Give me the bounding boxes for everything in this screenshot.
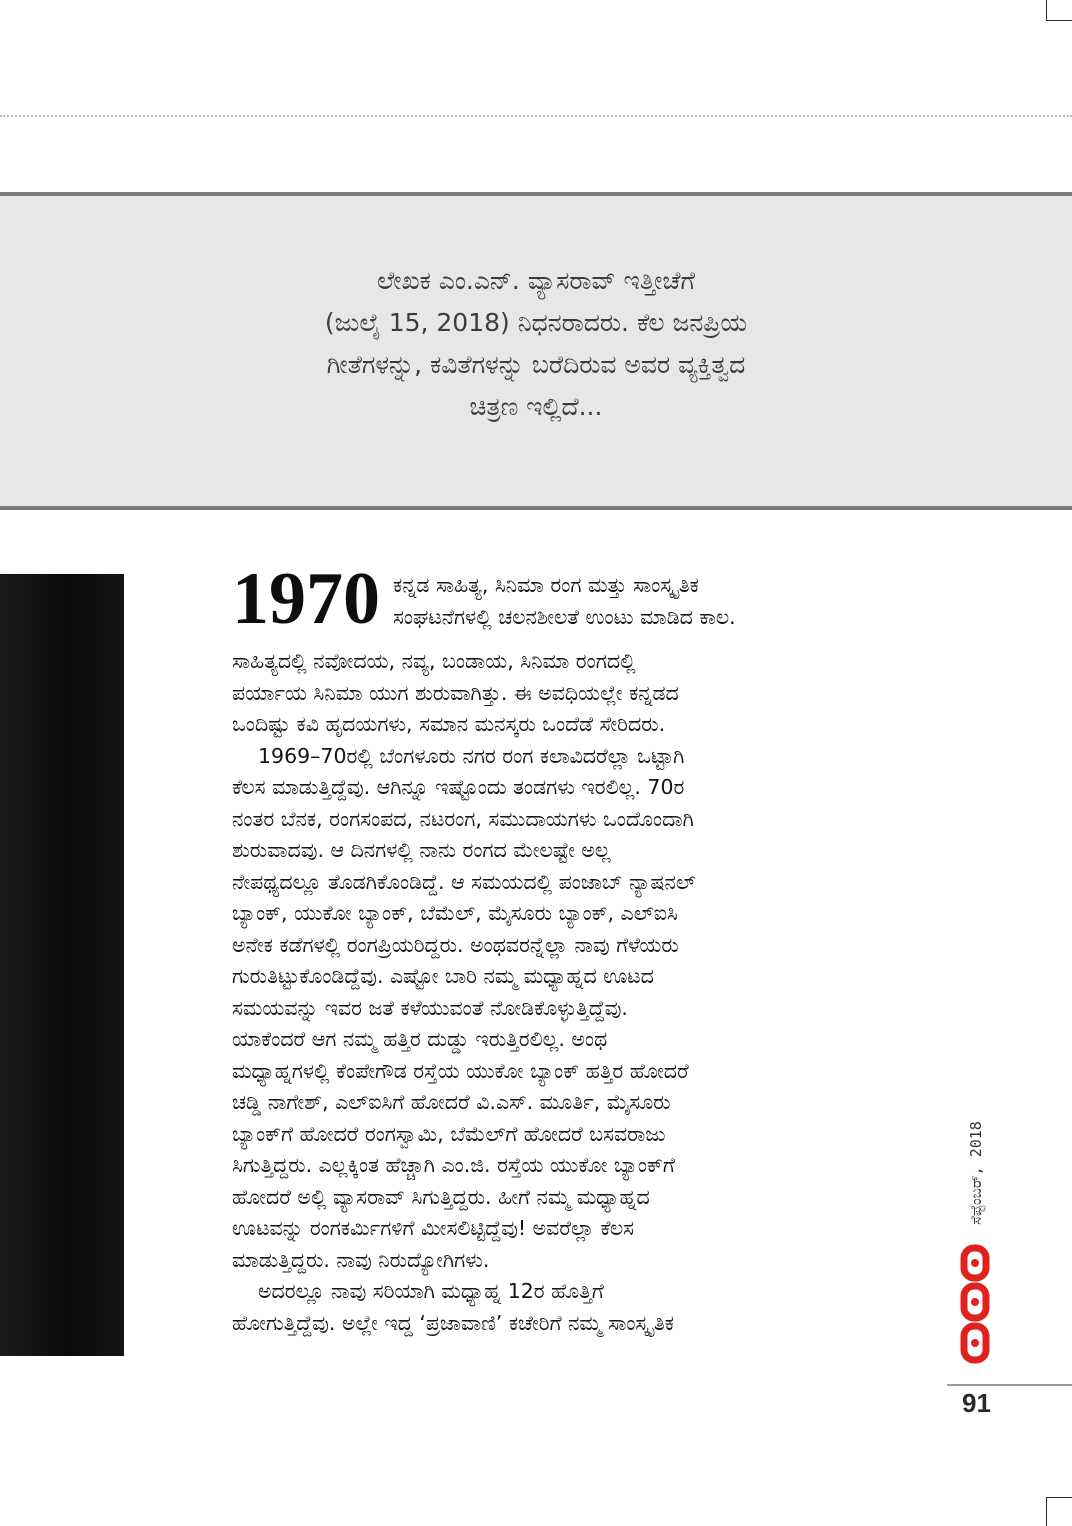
page-number-rule [947,1384,1072,1386]
article-line: ಯಾಕೆಂದರೆ ಆಗ ನಮ್ಮ ಹತ್ತಿರ ದುಡ್ಡು ಇರುತ್ತಿರಲಿಲ್ಲ. ಅಂಥ [232,1027,608,1051]
article-line: ಬ್ಯಾಂಕ್‌ಗೆ ಹೋದರೆ ರಂಗಸ್ವಾಮಿ, ಬೆಮೆಲ್‌ಗೆ ಹೋದರೆ ಬಸವರಾಜು [232,1121,666,1146]
article-line: ಮಧ್ಯಾಹ್ನಗಳಲ್ಲಿ ಕೆಂಪೇಗೌಡ ರಸ್ತೆಯ ಯುಕೋ ಬ್ಯಾಂಕ್ ಹತ್ತಿರ ಹೋದರೆ [232,1058,689,1083]
paragraph-3 [232,1276,852,1339]
intro-line: ಲೇಖಕ ಎಂ.ಎನ್. ವ್ಯಾಸರಾವ್ ಇತ್ತೀಚೆಗೆ [377,266,695,295]
intro-text [150,260,922,428]
paragraph-1 [232,646,852,741]
intro-line: ಚಿತ್ರಣ ಇಲ್ಲಿದೆ... [469,392,603,421]
article-line: ಸಂಘಟನೆಗಳಲ್ಲಿ ಚಲನಶೀಲತೆ ಉಂಟು ಮಾಡಿದ ಕಾಲ. [393,605,736,629]
article-line: ಶುರುವಾದವು. ಆ ದಿನಗಳಲ್ಲಿ ನಾನು ರಂಗದ ಮೇಲಷ್ಟೇ ಅಲ್ಲ [232,838,611,862]
dropcap-year: 1970 [232,558,380,640]
intro-line: ಗೀತೆಗಳನ್ನು, ಕವಿತೆಗಳನ್ನು ಬರೆದಿರುವ ಅವರ ವ್ಯಕ್ತಿತ್ವದ [326,350,746,379]
crop-mark-top [1046,0,1072,21]
issue-date [962,1110,990,1235]
article-line: ಕೆಲಸ ಮಾಡುತ್ತಿದ್ದೆವು. ಆಗಿನ್ನೂ ಇಷ್ಟೊಂದು ತಂಡಗಳು ಇರಲಿಲ್ಲ. 70ರ [232,775,685,799]
paragraph-2 [232,741,852,1277]
intro-line: (ಜುಲೈ 15, 2018) ನಿಧನರಾದರು. ಕೆಲ ಜನಪ್ರಿಯ [324,308,748,337]
article-line: ಬ್ಯಾಂಕ್, ಯುಕೋ ಬ್ಯಾಂಕ್, ಬೆಮೆಲ್, ಮೈಸೂರು ಬ್ಯಾಂಕ್, ಎಲ್‌ಐಸಿ [232,901,678,925]
magazine-logo-mark [964,1248,986,1360]
article-line: ಗುರುತಿಟ್ಟುಕೊಂಡಿದ್ದೆವು. ಎಷ್ಟೋ ಬಾರಿ ನಮ್ಮ ಮಧ್ಯಾಹ್ನದ ಊಟದ [232,964,654,988]
article-line: ಸಮಯವನ್ನು ಇವರ ಜತೆ ಕಳೆಯುವಂತೆ ನೋಡಿಕೊಳ್ಳುತ್ತಿದ್ದೆವು. [232,995,628,1020]
article-line: ನಂತರ ಬೆನಕ, ರಂಗಸಂಪದ, ನಟರಂಗ, ಸಮುದಾಯಗಳು ಒಂದೊಂದಾಗಿ [232,806,694,831]
article-line: ಪರ್ಯಾಯ ಸಿನಿಮಾ ಯುಗ ಶುರುವಾಗಿತ್ತು. ಈ ಅವಧಿಯಲ್ಲೇ ಕನ್ನಡದ [232,680,679,705]
article-line: ಊಟವನ್ನು ರಂಗಕರ್ಮಿಗಳಿಗೆ ಮೀಸಲಿಟ್ಟಿದ್ದೆವು! ಅವರೆಲ್ಲಾ ಕೆಲಸ [232,1216,635,1240]
article-line: ಮಾಡುತ್ತಿದ್ದರು. ನಾವು ನಿರುದ್ಯೋಗಿಗಳು. [232,1247,490,1272]
article-line: ಚಡ್ಡಿ ನಾಗೇಶ್, ಎಲ್‌ಐಸಿಗೆ ಹೋದರೆ ವಿ.ಎಸ್. ಮೂರ್ತಿ, ಮೈಸೂರು [232,1090,671,1114]
article-line: ಒಂದಿಷ್ಟು ಕವಿ ಹೃದಯಗಳು, ಸಮಾನ ಮನಸ್ಕರು ಒಂದೆಡೆ ಸೇರಿದರು. [232,712,666,736]
black-photo-strip [0,574,124,1356]
page-number: 91 [962,1388,991,1418]
article-line: ಸಿಗುತ್ತಿದ್ದರು. ಎಲ್ಲಕ್ಕಿಂತ ಹೆಚ್ಚಾಗಿ ಎಂ.ಜಿ. ರಸ್ತೆಯ ಯುಕೋ ಬ್ಯಾಂಕ್‌ಗೆ [232,1153,675,1177]
dotted-separator [0,115,1072,117]
crop-mark-bottom [1046,1497,1072,1526]
article-line: ಅನೇಕ ಕಡೆಗಳಲ್ಲಿ ರಂಗಪ್ರಿಯರಿದ್ದರು. ಅಂಥವರನ್ನೆಲ್ಲಾ ನಾವು ಗೆಳೆಯರು [232,932,679,957]
article-line: ನೇಪಥ್ಯದಲ್ಲೂ ತೊಡಗಿಕೊಂಡಿದ್ದೆ. ಆ ಸಮಯದಲ್ಲಿ ಪಂಜಾಬ್ ನ್ಯಾಷನಲ್ [232,869,696,894]
intro-box [0,192,1072,510]
magazine-logo [955,1242,995,1370]
article-line: ಹೋದರೆ ಅಲ್ಲಿ ವ್ಯಾಸರಾವ್ ಸಿಗುತ್ತಿದ್ದರು. ಹೀಗೆ ನಮ್ಮ ಮಧ್ಯಾಹ್ನದ [232,1184,650,1209]
article-line: 1969–70ರಲ್ಲಿ ಬೆಂಗಳೂರು ನಗರ ರಂಗ ಕಲಾವಿದರೆಲ್ಲಾ ಒಟ್ಟಾಗಿ [258,743,685,768]
issue-date-text: ಸೆಪ್ಟೆಂಬರ್, 2018 [967,1120,985,1225]
article-line: ಅದರಲ್ಲೂ ನಾವು ಸರಿಯಾಗಿ ಮಧ್ಯಾಹ್ನ 12ರ ಹೊತ್ತಿಗೆ [258,1279,604,1303]
article-body [232,558,852,1339]
article-opening [232,558,852,646]
article-line: ಕನ್ನಡ ಸಾಹಿತ್ಯ, ಸಿನಿಮಾ ರಂಗ ಮತ್ತು ಸಾಂಸ್ಕೃತಿಕ [393,573,699,597]
article-line: ಸಾಹಿತ್ಯದಲ್ಲಿ ನವೋದಯ, ನವ್ಯ, ಬಂಡಾಯ, ಸಿನಿಮಾ ರಂಗದಲ್ಲಿ [232,649,636,673]
article-line: ಹೋಗುತ್ತಿದ್ದೆವು. ಅಲ್ಲೇ ಇದ್ದ ‘ಪ್ರಜಾವಾಣಿ’ ಕಚೇರಿಗೆ ನಮ್ಮ ಸಾಂಸ್ಕೃತಿಕ [232,1310,674,1335]
